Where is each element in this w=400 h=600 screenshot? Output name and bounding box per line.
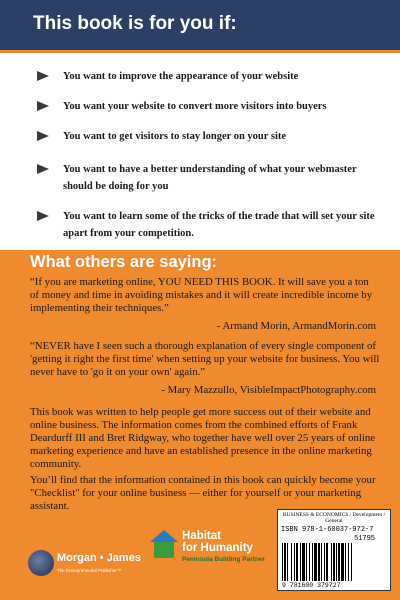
header-title: This book is for you if: xyxy=(33,13,237,34)
testimonial-quote: “If you are marketing online, YOU NEED THIS BOOK. It will save you a ton of money and time in avoiding mistakes and it will create incredible income by implementing their techniques.” xyxy=(30,276,373,314)
testimonial-quote: “NEVER have I seen such a thorough explanation of every single component of 'getting it right the first time' when setting up your website for business. You will never have to 'go it on your own' again.” xyxy=(30,340,380,378)
barcode-bar xyxy=(314,543,317,581)
arrow-bullet-icon xyxy=(37,164,49,174)
barcode-price: 51795 xyxy=(354,535,376,543)
barcode-bars xyxy=(281,543,387,581)
bullet-text: You want to have a better understanding of what your webmaster should be doing for you xyxy=(63,164,357,192)
arrow-bullet-icon xyxy=(37,131,49,141)
header-banner xyxy=(0,0,400,50)
arrow-bullet-icon xyxy=(37,71,49,81)
testimonial-author: - Armand Morin, ArmandMorin.com xyxy=(216,320,376,332)
bullet-text: You want to learn some of the tricks of the trade that will set your site apart from your competition. xyxy=(63,211,375,239)
testimonial-author: - Mary Mazzullo, VisibleImpactPhotography.com xyxy=(161,384,376,396)
bullet-text: You want to get visitors to stay longer on your site xyxy=(63,131,287,142)
habitat-name xyxy=(182,530,253,554)
banner-divider xyxy=(0,50,400,53)
barcode-bar xyxy=(306,543,307,581)
arrow-bullet-icon xyxy=(37,101,49,111)
body-paragraph: You’ll find that the information contained in this book can quickly become your "Checklist" for your online business — either for yourself or your marketing assistant. xyxy=(30,474,376,512)
habitat-sub: Peninsula Building Partner xyxy=(182,556,266,563)
barcode-bar xyxy=(287,543,288,581)
barcode-bar xyxy=(291,543,292,581)
barcode-bar xyxy=(321,543,322,581)
habitat-logo xyxy=(150,528,266,578)
barcode-box xyxy=(277,509,391,591)
bullet-text: You want your website to convert more visitors into buyers xyxy=(63,101,327,112)
bullet-text: You want to improve the appearance of your website xyxy=(63,71,299,82)
publisher-name: Morgan • James xyxy=(57,552,141,564)
barcode-bar xyxy=(312,543,313,581)
barcode-bar xyxy=(300,543,301,581)
house-people-icon xyxy=(154,542,174,558)
barcode-bar xyxy=(294,543,295,581)
barcode-bar xyxy=(333,543,335,581)
barcode-bar xyxy=(282,543,283,581)
testimonials-heading: What others are saying: xyxy=(30,253,218,271)
barcode-bar xyxy=(302,543,305,581)
barcode-bar xyxy=(324,543,325,581)
barcode-number: 9 781600 379727 xyxy=(282,582,341,589)
publisher-tagline: The Entrepreneurial Publisher™ xyxy=(57,568,122,573)
barcode-bar xyxy=(296,543,298,581)
barcode-bar xyxy=(284,543,286,581)
habitat-line2: for Humanity xyxy=(182,542,253,554)
barcode-bar xyxy=(341,543,344,581)
barcode-bar xyxy=(309,543,310,581)
publisher-globe-icon xyxy=(28,550,54,576)
barcode-isbn: ISBN 978-1-60037-972-7 xyxy=(281,526,374,534)
publisher-logo xyxy=(28,548,141,588)
barcode-bar xyxy=(336,543,337,581)
arrow-bullet-icon xyxy=(37,211,49,221)
barcode-bar xyxy=(338,543,340,581)
barcode-bar xyxy=(348,543,349,581)
top-section xyxy=(0,0,400,250)
barcode-bar xyxy=(345,543,346,581)
habitat-line1: Habitat xyxy=(182,530,221,542)
barcode-category: BUSINESS & ECONOMICS / Development / General xyxy=(282,512,386,524)
barcode-bar xyxy=(326,543,328,581)
house-roof-icon xyxy=(150,530,178,542)
body-paragraph: This book was written to help people get more success out of their website and online business. The information comes from the combined efforts of Frank Deardurff III and Bret Ridgway, who together have well over 25 years of online marketing experience and have an established presence in the online marketing community. xyxy=(30,406,376,470)
barcode-bar xyxy=(318,543,320,581)
barcode-bar xyxy=(351,543,352,581)
barcode-bar xyxy=(331,543,332,581)
